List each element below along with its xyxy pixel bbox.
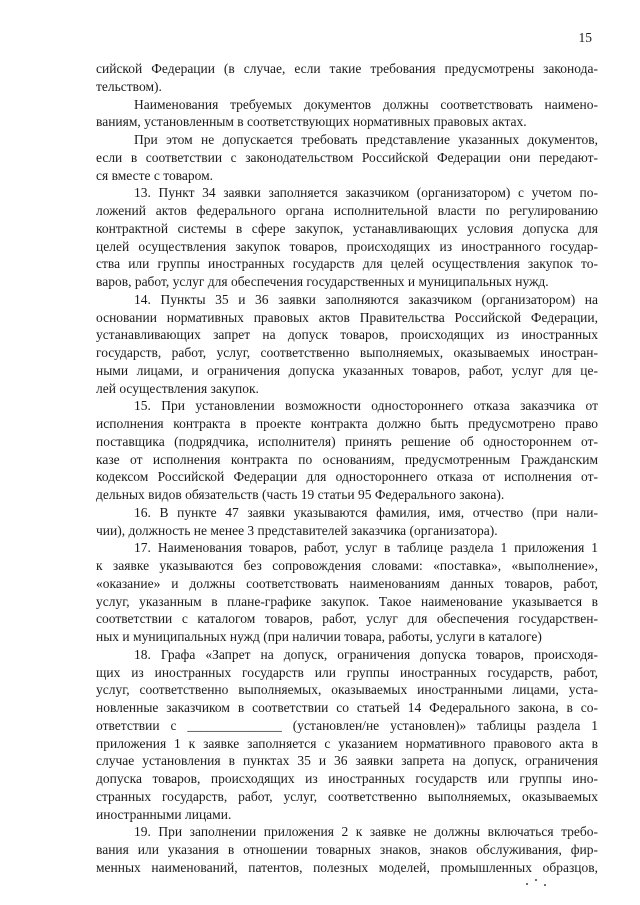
text-line: 15. При установлении возможности одностороннего отказа заказчика от xyxy=(134,398,598,414)
text-line: исполнения контракта в проекте контракта должно быть предусмотрено право xyxy=(96,416,598,431)
text-line: к заявке указываются без сопровождения словами: «поставка», «выполнение», xyxy=(96,558,598,573)
paragraph-17 xyxy=(96,539,598,646)
text-line: 14. Пункты 35 и 36 заявки заполняются заказчиком (организатором) на xyxy=(134,291,598,307)
paragraph-16 xyxy=(96,504,598,540)
text-line: 13. Пункт 34 заявки заполняется заказчиком (организатором) с учетом по- xyxy=(134,185,598,201)
text-line: целей осуществления закупок товаров, происходящих из иностранного государ- xyxy=(96,238,598,254)
text-line: государств, работ, услуг, соответственно выполняемых, оказываемых иностран- xyxy=(96,345,598,360)
text-line: ваниям, установленным в соответствующих нормативных правовых актах. xyxy=(96,114,527,130)
text-line: ных и муниципальных нужд (при наличии товара, работы, услуги в каталоге) xyxy=(96,629,542,644)
text-line: «оказание» и должны соответствовать наименованиям данных товаров, работ, xyxy=(96,575,598,591)
text-line: чии), должность не менее 3 представителей заказчика (организатора). xyxy=(96,522,498,538)
text-line: ложений актов федерального органа исполнительной власти по регулированию xyxy=(96,203,598,218)
text-line: случае установления в пунктах 35 и 36 заявки запрета на допуск, ограничения xyxy=(96,753,598,769)
paragraph-14 xyxy=(96,291,598,398)
paragraph-cont xyxy=(96,60,598,96)
text-line: ными лицами, и ограничения допуска указанных товаров, работ, услуг для це- xyxy=(96,362,598,378)
text-line: соответствии с каталогом товаров, работ, услуг для обеспечения государствен- xyxy=(96,611,598,627)
text-line: основании нормативных правовых актов Правительства Российской Федерации, xyxy=(96,309,598,325)
paragraph-19 xyxy=(96,823,598,876)
text-line: устанавливающих запрет на допуск товаров, происходящих из иностранных xyxy=(96,327,598,343)
scan-speck xyxy=(544,884,546,886)
text-line: если в соответствии с законодательством Российской Федерации они передают- xyxy=(96,149,598,165)
text-line: менных наименований, патентов, полезных моделей, промышленных образцов, xyxy=(96,859,598,875)
text-line: поставщика (подрядчика, исполнителя) принять решение об одностороннем от- xyxy=(96,433,598,449)
paragraph-names xyxy=(96,96,598,132)
text-line: сийской Федерации (в случае, если такие требования предусмотрены законода- xyxy=(96,61,598,76)
text-line: лей осуществления закупок. xyxy=(96,380,259,396)
document-body xyxy=(96,60,598,877)
scan-speck xyxy=(526,883,528,885)
text-line: 19. При заполнении приложения 2 к заявке не должны включаться требо- xyxy=(134,824,598,840)
text-line: щих из иностранных государств или группы иностранных государств, работ, xyxy=(96,664,598,680)
text-line: приложения 1 к заявке заполняется с указанием нормативного правового акта в xyxy=(96,735,598,751)
text-line: При этом не допускается требовать представление указанных документов, xyxy=(134,132,598,147)
text-line: 18. Графа «Запрет на допуск, ограничения допуска товаров, происходя- xyxy=(134,646,598,662)
text-line: варов, работ, услуг для обеспечения государственных и муниципальных нужд. xyxy=(96,274,549,289)
text-line: новленные заказчиком в соответствии со статьей 14 Федерального закона, в со- xyxy=(96,700,598,715)
page-number: 15 xyxy=(578,30,592,45)
text-line: дельных видов обязательств (часть 19 статьи 95 Федерального закона). xyxy=(96,487,505,502)
text-line: кодексом Российской Федерации для одностороннего отказа от исполнения от- xyxy=(96,469,598,485)
scan-specks xyxy=(522,874,552,888)
text-line: допуска товаров, происходящих из иностранных государств или группы ино- xyxy=(96,771,598,786)
text-line: ответствии с ______________ (установлен/не установлен)» таблицы раздела 1 xyxy=(96,717,598,733)
text-line: 17. Наименования товаров, работ, услуг в таблице раздела 1 приложения 1 xyxy=(134,540,598,556)
scan-speck xyxy=(535,879,537,881)
text-line: услуг, указанным в плане-графике закупок. Такое наименование указывается в xyxy=(96,593,598,609)
text-line: странных государств, работ, услуг, соответственно выполняемых, оказываемых xyxy=(96,788,598,804)
text-line: услуг, соответственно выполняемых, оказываемых иностранными лицами, уста- xyxy=(96,682,598,698)
text-line: Наименования требуемых документов должны соответствовать наимено- xyxy=(134,96,598,112)
paragraph-13 xyxy=(96,184,598,291)
text-line: тельством). xyxy=(96,78,162,94)
paragraph-15 xyxy=(96,397,598,504)
text-line: казе от исполнения контракта по основаниям, предусмотренным Гражданским xyxy=(96,451,598,467)
text-line: 16. В пункте 47 заявки указываются фамилия, имя, отчество (при нали- xyxy=(134,504,598,520)
text-line: контрактной системы в сфере закупок, устанавливающих условия допуска для xyxy=(96,220,598,236)
paragraph-prohibit xyxy=(96,131,598,184)
text-line: ства или группы иностранных государств для целей осуществления закупок то- xyxy=(96,256,598,272)
text-line: иностранными лицами. xyxy=(96,806,232,822)
paragraph-18 xyxy=(96,646,598,824)
text-line: вания или указания в отношении товарных знаков, знаков обслуживания, фир- xyxy=(96,842,598,857)
text-line: ся вместе с товаром. xyxy=(96,167,214,183)
